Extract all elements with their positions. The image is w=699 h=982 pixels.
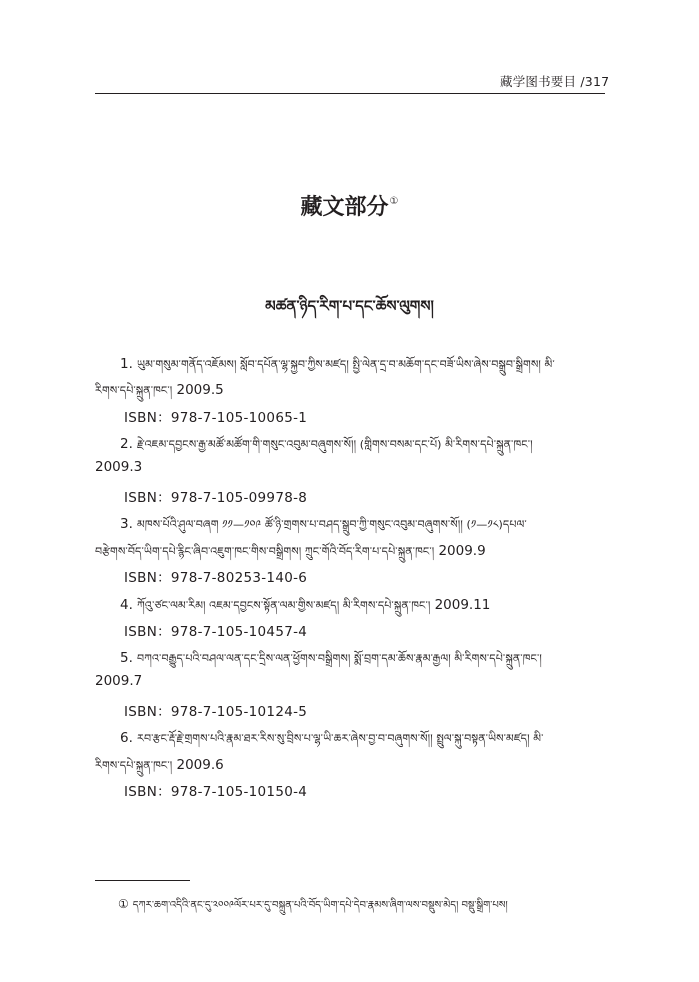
- footnote-rule: [95, 880, 190, 881]
- footnote: [118, 894, 508, 922]
- entry-2-line-2: 2009.3: [95, 459, 143, 475]
- entry-1-line-2: རིགས་དཔེ་སྐྲུན་ཁང་། 2009.5: [95, 382, 224, 398]
- entry-6-isbn: ISBN：978-7-105-10150-4: [124, 784, 308, 800]
- section-title: [0, 190, 699, 221]
- entry-3-line-1: 3. མཁས་པོའི་ཤུལ་བཞག ༡༡—༡༠༩ ཚོ་ཉི་གྲགས་པ་བཤད་སྒྲུབ་ཀྱི་གསུང་འབུམ་བཞུགས་སོ།། (༡—༡༨)དཔལ་: [120, 516, 527, 532]
- entry-3-isbn: ISBN：978-7-80253-140-6: [124, 570, 308, 586]
- entry-3-line-2: བརྩེགས་བོད་ཡིག་དཔེ་རྙིང་ཞིབ་འཇུག་ཁང་གིས་བསྒྲིགས། ཀྲུང་གོའི་བོད་རིག་པ་དཔེ་སྐྲུན་ཁང་། 2009.9: [95, 543, 486, 559]
- entry-4-isbn: ISBN：978-7-105-10457-4: [124, 624, 308, 640]
- header-rule: [95, 93, 605, 94]
- tibetan-section-title: མཚན་ཉིད་རིག་པ་དང་ཆོས་ལུགས།: [265, 297, 434, 315]
- entry-5-line-1: 5. བཀའ་བརྒྱུད་པའི་བཤལ་ལན་དང་དྲིས་ལན་ཕྱོགས་བསྒྲིགས། སྨོ་བྲག་དམ་ཆོས་རྣམ་རྒྱལ། མི་རིགས་དཔེ་སྐྲུན་ཁང་།: [120, 650, 542, 666]
- section-title-text: 藏文部分: [300, 195, 389, 220]
- footnote-marker[interactable]: ①: [389, 196, 399, 207]
- entry-5-line-2: 2009.7: [95, 673, 143, 689]
- entry-6-line-2: རིགས་དཔེ་སྐྲུན་ཁང་། 2009.6: [95, 757, 224, 773]
- entry-5-isbn: ISBN：978-7-105-10124-5: [124, 704, 308, 720]
- entry-4-line-1: 4. ཀོའུ་ཙང་ལམ་རིམ། འཇམ་དབྱངས་སྟོན་ལམ་གྱིས་མཛད། མི་རིགས་དཔེ་སྐྲུན་ཁང་། 2009.11: [120, 597, 491, 613]
- entry-6-line-1: 6. རབ་རྩང་རྡོ་རྗེ་གྲགས་པའི་རྣམ་ཐར་རིས་སུ་བྲིས་པ་ལྷ་ཡི་ཆར་ཞེས་བྱ་བ་བཞུགས་སོ།། སྤྲུལ་སྐུ་བསྟན་ཡིས་མཛད། མི་: [120, 730, 544, 746]
- footnote-text: དཀར་ཆག་འདིའི་ནང་དུ་༢༠༠༩ལོར་པར་དུ་བསྐྲུན་པའི་བོད་ཡིག་དཔེ་དེབ་རྣམས་ཞིག་ལས་བསྡུས་མེད། བསྡུ་སྒྲིག་པས།: [132, 900, 508, 911]
- entry-1-line-1: 1. ཡུམ་གསུམ་གནོད་འཇོམས། སློབ་དཔོན་ལྷ་སྐྱབ་ཀྱིས་མཛད། སྤྱི་ལེན་དྲ་བ་མཆོག་དང་བཟོ་ཡིས་ཞེས་བསྒྲུབ་སྒྲིགས། མི་: [120, 356, 555, 372]
- footnote-marker-label: ①: [118, 897, 129, 911]
- entry-2-line-1: 2. རྗེ་འཇམ་དབྱངས་རྒྱ་མཚོ་མཚོག་གི་གསུང་འབུམ་བཞུགས་སོ།། (གླིགས་བསམ་དང་པོ) མི་རིགས་དཔེ་སྐྲུན་ཁང་།: [120, 436, 533, 452]
- running-header: 藏学图书要目 /317: [500, 74, 610, 89]
- entry-2-isbn: ISBN：978-7-105-09978-8: [124, 490, 308, 506]
- entry-1-isbn: ISBN：978-7-105-10065-1: [124, 410, 308, 426]
